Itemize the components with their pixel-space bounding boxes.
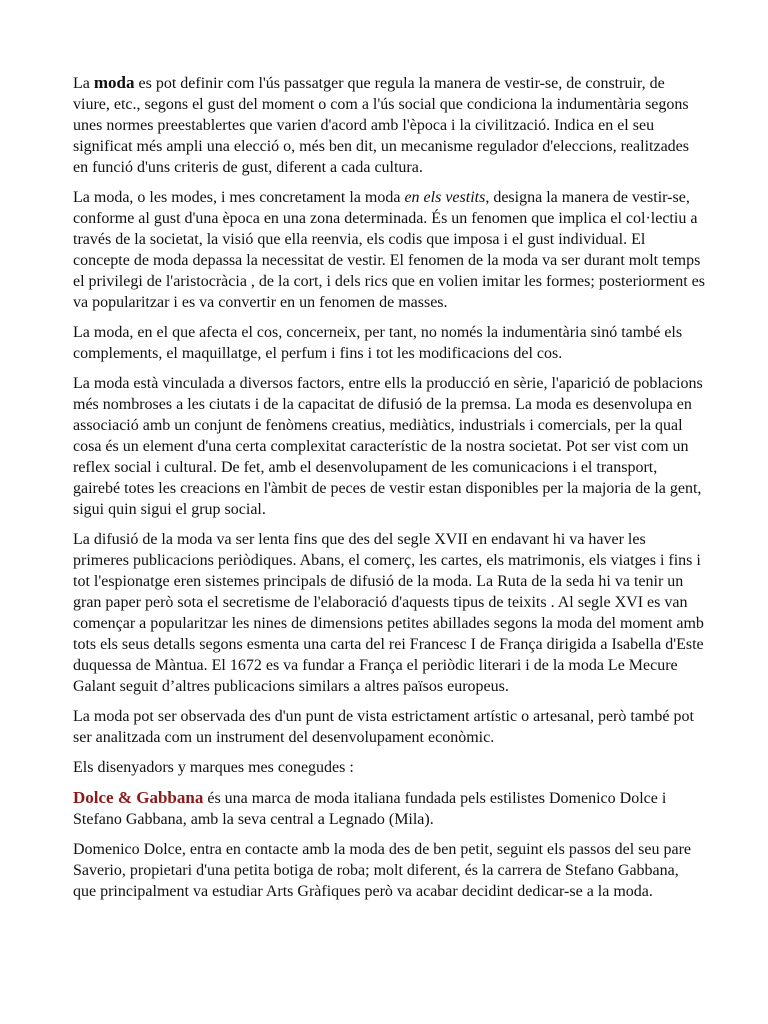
document-body	[73, 72, 705, 911]
paragraph-definition	[73, 72, 705, 178]
paragraph-dolce-gabbana	[73, 787, 705, 830]
paragraph-lead-text: La	[73, 75, 94, 92]
paragraph-text: La moda, o les modes, i mes concretament la moda	[73, 189, 405, 206]
paragraph-observation: La moda pot ser observada des d'un punt de vista estrictament artístic o artesanal, però també pot ser analitzada com un instrument del desenvolupament econòmic.	[73, 708, 694, 746]
paragraph-fashion-in-clothing	[73, 187, 705, 313]
paragraph-domenico-dolce: Domenico Dolce, entra en contacte amb la moda des de ben petit, seguint els passos del seu pare Saverio, propietari d'una petita botiga de roba; molt diferent, és la carrera de Stefano Gabbana, que principalment va estudiar Arts Gràfiques però va acabar decidint dedicar-se a la moda.	[73, 841, 692, 900]
paragraph-text: es pot definir com l'ús passatger que regula la manera de vestir-se, de construir, de viure, etc., segons el gust del moment o com a l'ús social que condiciona la indumentària segons unes normes preestablertes que varien d'acord amb l'època i la civilització. Indica en el seu significat més ampli una elecció o, més ben dit, un mecanisme regulador d'eleccions, realitzades en funció d'uns criteris de gust, diferent a cada cultura.	[73, 75, 689, 176]
italic-phrase: en els vestits	[404, 189, 486, 206]
paragraph-designers-heading: Els disenyadors y marques mes conegudes :	[73, 759, 354, 776]
paragraph-body: La moda, en el que afecta el cos, concerneix, per tant, no només la indumentària sinó també els complements, el maquillatge, el perfum i fins i tot les modificacions del cos.	[73, 324, 683, 362]
link-dolce-gabbana[interactable]: Dolce & Gabbana	[73, 788, 204, 807]
paragraph-diffusion: La difusió de la moda va ser lenta fins que des del segle XVII en endavant hi va haver les primeres publicacions periòdiques. Abans, el comerç, les cartes, els matrimonis, els viatges i fins i tot l'espionatge eren sistemes principals de difusió de la moda. La Ruta de la seda hi va tenir un gran paper però sota el secretisme de l'elaboració d'aquests tipus de teixits . Al segle XVI es van començar a popularitzar les nines de dimensions petites abillades segons la moda del moment amb tots els seus detalls segons esmenta una carta del rei Francesc I de França dirigida a Isabella d'Este duquessa de Màntua. El 1672 es va fundar a França el periòdic literari i de la moda Le Mecure Galant seguit d’altres publicacions similars a altres països europeus.	[73, 531, 704, 695]
paragraph-text: , designa la manera de vestir-se, conforme al gust d'una època en una zona determinada. És un fenomen que implica el col·lectiu a través de la societat, la visió que ella reenvia, els codis que imposa i el gust individual. El concepte de moda depassa la necessitat de vestir. El fenomen de la moda va ser durant molt temps el privilegi de l'aristocràcia , de la cort, i dels rics que en volien imitar les formes; posteriorment es va popularitzar i es va convertir en un fenomen de masses.	[73, 189, 706, 311]
term-moda: moda	[93, 73, 135, 92]
paragraph-factors: La moda està vinculada a diversos factors, entre ells la producció en sèrie, l'aparició de poblacions més nombroses a les ciutats i de la capacitat de difusió de la premsa. La moda es desenvolupa en associació amb un conjunt de fenòmens creatius, mediàtics, industrials i comercials, per la qual cosa és un element d'una certa complexitat característic de la nostra societat. Pot ser vist com un reflex social i cultural. De fet, amb el desenvolupament de les comunicacions i el transport, gairebé totes les creacions en l'àmbit de peces de vestir estan disponibles per la majoria de la gent, sigui quin sigui el grup social.	[73, 375, 703, 518]
paragraph-text: és una marca de moda italiana fundada pels estilistes Domenico Dolce i Stefano Gabbana, amb la seva central a Legnado (Mila).	[73, 790, 667, 828]
